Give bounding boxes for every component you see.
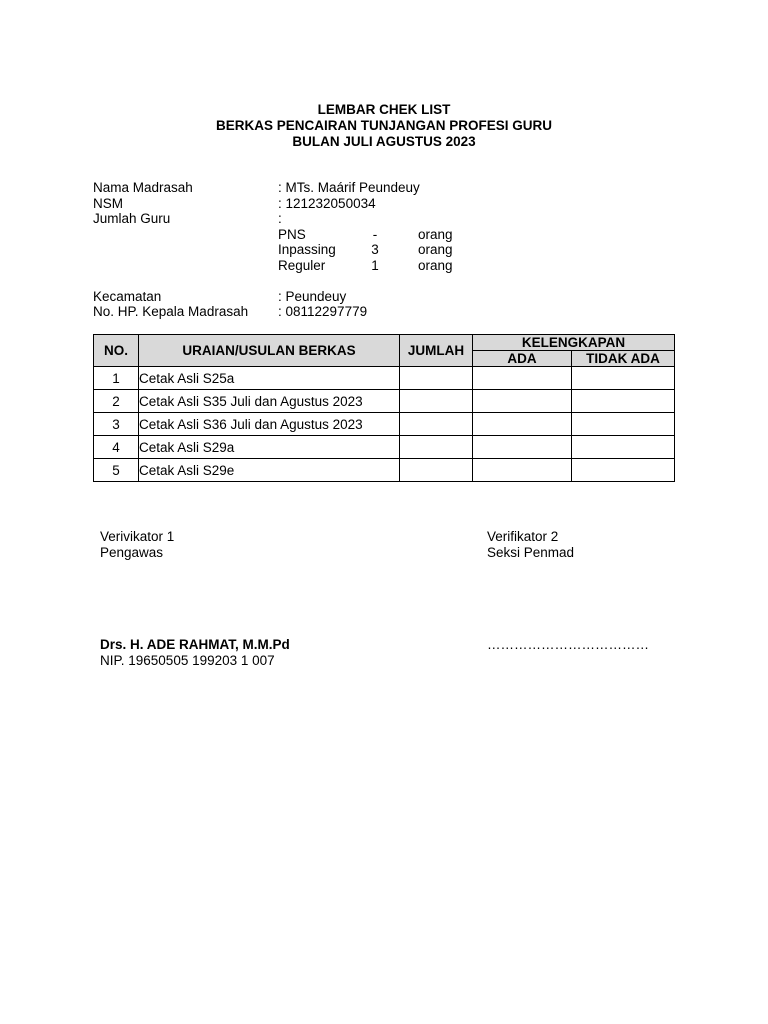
cell-no: 1: [94, 367, 139, 390]
table-row: [94, 367, 675, 390]
guru-reguler-label: Reguler: [278, 257, 326, 273]
table-row: [94, 436, 675, 459]
guru-inpassing-count: 3: [371, 242, 379, 257]
value-kecamatan: : Peundeuy: [278, 288, 347, 304]
signatory-left: [100, 637, 290, 669]
header-kelengkapan: KELENGKAPAN: [473, 335, 675, 351]
table-row: [94, 390, 675, 413]
guru-reguler-unit: orang: [418, 257, 453, 273]
cell-jumlah: [400, 367, 473, 390]
label-hp-kepala: No. HP. Kepala Madrasah: [93, 304, 249, 319]
guru-pns-unit: orang: [418, 226, 453, 242]
table-row: [94, 459, 675, 482]
cell-tidak-ada: [572, 436, 675, 459]
title-line-3: BULAN JULI AGUSTUS 2023: [292, 134, 476, 149]
value-hp-kepala: : 08112297779: [278, 304, 368, 319]
value-nama-madrasah: : MTs. Maárif Peundeuy: [278, 180, 420, 195]
signatory-name: Drs. H. ADE RAHMAT, M.M.Pd: [100, 637, 290, 652]
cell-tidak-ada: [572, 413, 675, 436]
guru-pns-label: PNS: [278, 226, 306, 242]
title-line-1: LEMBAR CHEK LIST: [317, 102, 451, 117]
signatory-nip: NIP. 19650505 199203 1 007: [100, 653, 275, 668]
cell-uraian: Cetak Asli S25a: [139, 367, 400, 390]
verifikator-2-title: Verifikator 2: [487, 529, 559, 544]
cell-jumlah: [400, 459, 473, 482]
verifikator-1-role: Pengawas: [100, 545, 164, 560]
label-kecamatan: Kecamatan: [93, 288, 162, 304]
cell-ada: [473, 413, 572, 436]
value-jumlah-guru: :: [278, 211, 282, 226]
guru-reguler-count: 1: [371, 257, 379, 273]
signature-block-left: [100, 529, 174, 561]
document-title: [0, 102, 768, 150]
header-tidak-ada: TIDAK ADA: [572, 351, 675, 367]
cell-no: 4: [94, 436, 139, 459]
verifikator-1-title: Verivikator 1: [100, 529, 175, 544]
cell-ada: [473, 390, 572, 413]
cell-ada: [473, 367, 572, 390]
cell-jumlah: [400, 390, 473, 413]
header-jumlah: JUMLAH: [400, 335, 473, 367]
guru-inpassing-unit: orang: [418, 242, 453, 257]
cell-no: 5: [94, 459, 139, 482]
cell-tidak-ada: [572, 367, 675, 390]
cell-tidak-ada: [572, 459, 675, 482]
checklist-table: [93, 334, 675, 482]
header-uraian: URAIAN/USULAN BERKAS: [139, 335, 400, 367]
label-jumlah-guru: Jumlah Guru: [93, 211, 171, 226]
cell-uraian: Cetak Asli S29a: [139, 436, 400, 459]
header-ada: ADA: [473, 351, 572, 367]
title-line-2: BERKAS PENCAIRAN TUNJANGAN PROFESI GURU: [215, 118, 553, 133]
signatory-right-placeholder: ………………………………: [487, 637, 649, 652]
cell-uraian: Cetak Asli S29e: [139, 459, 400, 482]
guru-pns-count: -: [372, 226, 378, 242]
label-nama-madrasah: Nama Madrasah: [93, 180, 193, 195]
cell-ada: [473, 436, 572, 459]
cell-uraian: Cetak Asli S36 Juli dan Agustus 2023: [139, 413, 400, 436]
cell-jumlah: [400, 436, 473, 459]
cell-ada: [473, 459, 572, 482]
verifikator-2-role: Seksi Penmad: [487, 545, 575, 560]
value-nsm: : 121232050034: [278, 195, 376, 211]
table-row: [94, 413, 675, 436]
cell-no: 2: [94, 390, 139, 413]
label-nsm: NSM: [93, 195, 123, 211]
cell-uraian: Cetak Asli S35 Juli dan Agustus 2023: [139, 390, 400, 413]
cell-jumlah: [400, 413, 473, 436]
signature-block-right: [487, 529, 574, 561]
cell-tidak-ada: [572, 390, 675, 413]
header-no: NO.: [94, 335, 139, 367]
guru-inpassing-label: Inpassing: [278, 242, 336, 257]
cell-no: 3: [94, 413, 139, 436]
